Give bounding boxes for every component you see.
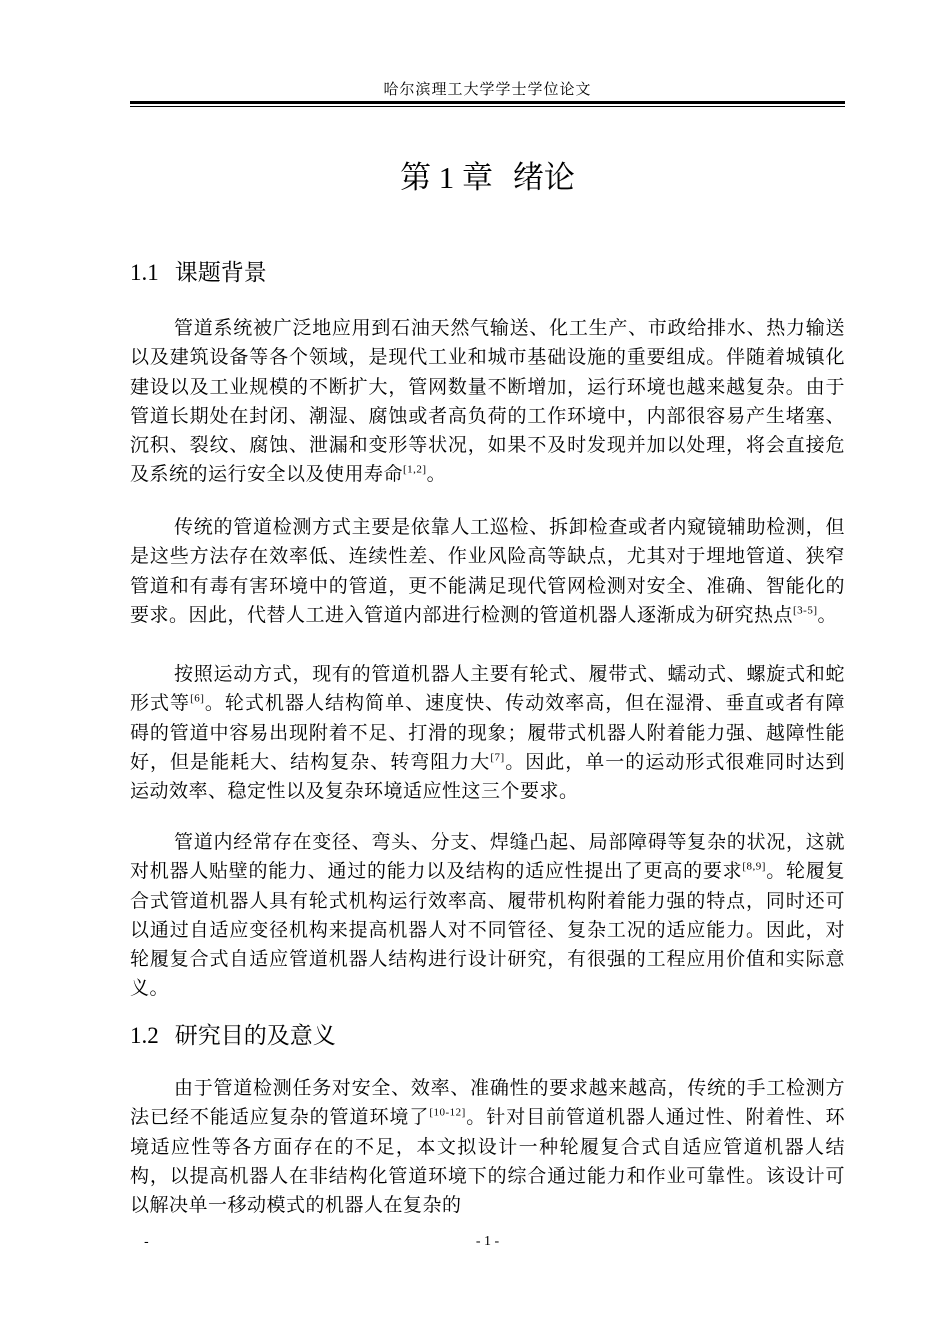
paragraph-text: 由于管道检测任务对安全、效率、准确性的要求越来越高，传统的手工检测方法已经不能适应复杂的管道环境了 <box>130 1077 845 1129</box>
chapter-number: 第 1 章 <box>400 160 494 195</box>
section-number: 1.2 <box>130 1023 159 1048</box>
section-number: 1.1 <box>130 260 159 285</box>
paragraph <box>130 314 845 490</box>
paragraph <box>130 513 845 630</box>
page-number: - 1 - <box>475 1234 500 1249</box>
citation: [7] <box>490 751 505 764</box>
running-header: 哈尔滨理工大学学士学位论文 <box>383 80 592 98</box>
paragraph <box>130 660 845 806</box>
paragraph-text: 。 <box>426 463 447 486</box>
section-title: 研究目的及意义 <box>174 1023 336 1049</box>
chapter-name: 绪论 <box>512 160 575 196</box>
footer-mark: - <box>144 1234 149 1250</box>
citation: [3-5] <box>793 604 818 617</box>
paragraph-text: 按照运动方式，现有的管道机器人主要有轮式、履带式、蠕动式、螺旋式和蛇形式等 <box>130 663 845 715</box>
header-rule-thin <box>130 106 845 107</box>
paragraph-text: 。 <box>817 603 838 626</box>
paragraph <box>130 828 845 1004</box>
paragraph-text: 管道系统被广泛地应用到石油天然气输送、化工生产、市政给排水、热力输送以及建筑设备等各个领域，是现代工业和城市基础设施的重要组成。伴随着城镇化建设以及工业规模的不断扩大，管网数量不断增加，运行环境也越来越复杂。由于管道长期处在封闭、潮湿、腐蚀或者高负荷的工作环境中，内部很容易产生堵塞、沉积、裂纹、腐蚀、泄漏和变形等状况，如果不及时发现并加以处理，将会直接危及系统的运行安全以及使用寿命 <box>130 317 845 486</box>
paragraph-text: 。轮式机器人结构简单、速度快、传动效率高，但在湿滑、垂直或者有障碍的管道中容易出现附着不足、打滑的现象；履带式机器人附着能力强、越障性能好，但是能耗大、结构复杂、转弯阻力大 <box>130 692 845 773</box>
paragraph-text: 。因此，单一的运动形式很难同时达到运动效率、稳定性以及复杂环境适应性这三个要求。 <box>130 750 845 803</box>
paragraph-text: 。轮履复合式管道机器人具有轮式机构运行效率高、履带机构附着能力强的特点，同时还可以通过自适应变径机构来提高机器人对不同管径、复杂工况的适应能力。因此，对轮履复合式自适应管道机器人结构进行设计研究，有很强的工程应用价值和实际意义。 <box>130 860 845 1000</box>
section-heading-1-1 <box>130 254 267 287</box>
section-heading-1-2 <box>130 1017 336 1050</box>
paragraph-text: 传统的管道检测方式主要是依靠人工巡检、拆卸检查或者内窥镜辅助检测，但是这些方法存在效率低、连续性差、作业风险高等缺点，尤其对于埋地管道、狭窄管道和有毒有害环境中的管道，更不能满足现代管网检测对安全、准确、智能化的要求。因此，代替人工进入管道内部进行检测的管道机器人逐渐成为研究热点 <box>130 516 845 626</box>
citation: [8,9] <box>742 860 766 873</box>
section-title: 课题背景 <box>174 260 267 286</box>
paragraph <box>130 1074 845 1220</box>
chapter-title <box>130 152 845 197</box>
paragraph-text: 。针对目前管道机器人通过性、附着性、环境适应性等各方面存在的不足，本文拟设计一种轮履复合式自适应管道机器人结构，以提高机器人在非结构化管道环境下的综合通过能力和作业可靠性。该设计可以解决单一移动模式的机器人在复杂的 <box>130 1106 845 1217</box>
paragraph-text: 管道内经常存在变径、弯头、分支、焊缝凸起、局部障碍等复杂的状况，这就对机器人贴壁的能力、通过的能力以及结构的适应性提出了更高的要求 <box>130 831 845 883</box>
citation: [1,2] <box>403 464 427 477</box>
citation: [10-12] <box>429 1106 466 1119</box>
citation: [6] <box>190 692 205 705</box>
header-rule-thick <box>130 101 845 104</box>
